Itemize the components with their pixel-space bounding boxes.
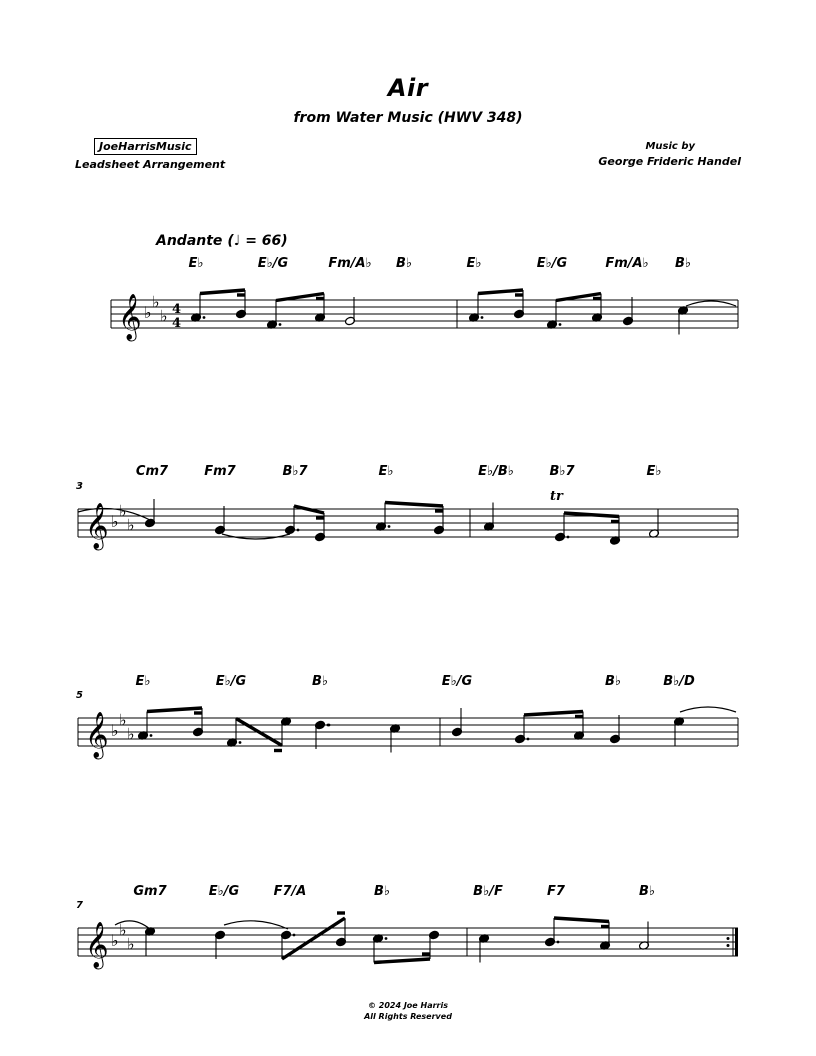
dot	[557, 941, 560, 944]
note-beam	[385, 503, 443, 507]
chord-symbol: Cm7	[135, 464, 169, 479]
chord-symbol: F7	[547, 884, 565, 899]
dot	[567, 536, 570, 539]
note-beam	[478, 290, 523, 294]
treble-clef-icon: 𝄞	[118, 294, 142, 340]
page-title: Air	[387, 74, 429, 102]
chord-symbol: E♭	[378, 464, 394, 479]
dot	[527, 738, 530, 741]
composer-label: George Frideric Handel	[598, 155, 741, 168]
treble-clef-icon: 𝄞	[85, 712, 109, 758]
flat-icon: ♭	[119, 920, 127, 940]
chord-symbol: E♭	[646, 464, 662, 479]
chord-symbol: Fm/A♭	[605, 256, 649, 271]
chord-symbol: B♭/F	[473, 884, 503, 899]
chord-symbol: B♭/D	[663, 674, 695, 689]
flat-icon: ♭	[127, 934, 135, 954]
dot	[239, 741, 242, 744]
chord-symbol: B♭	[311, 674, 329, 689]
chord-symbol: B♭	[638, 884, 656, 899]
tempo-paren-open: (	[227, 233, 234, 249]
time-signature-bottom: 4	[172, 316, 182, 331]
flat-icon: ♭	[119, 501, 127, 521]
tempo-bpm: = 66	[245, 233, 282, 249]
copyright-line: © 2024 Joe Harris	[367, 1001, 448, 1010]
flat-icon: ♭	[111, 512, 119, 531]
flat-icon: ♭	[127, 724, 135, 744]
note-beam	[200, 290, 245, 294]
repeat-dot	[727, 937, 730, 940]
dot	[203, 316, 206, 319]
dot	[279, 323, 282, 326]
chord-symbol: E♭	[135, 674, 151, 689]
trill-ornament: tr	[550, 489, 563, 504]
note-beam	[554, 918, 609, 922]
tie	[680, 707, 736, 712]
dot	[388, 525, 391, 528]
quarter-note-icon: ♩	[233, 233, 241, 249]
dot	[385, 937, 388, 940]
repeat-dot	[727, 944, 730, 947]
chord-symbol: E♭	[188, 256, 204, 271]
final-barline-thick	[735, 928, 738, 956]
chord-symbol: Fm7	[204, 464, 236, 479]
flat-icon: ♭	[152, 292, 160, 312]
chord-symbol: B♭7	[282, 464, 308, 479]
brand-label: JoeHarrisMusic	[94, 138, 197, 155]
copyright-footer	[0, 1000, 816, 1022]
note-beam	[524, 712, 583, 716]
chord-symbol: Gm7	[133, 884, 167, 899]
dot	[293, 934, 296, 937]
tempo-word: Andante	[156, 233, 223, 249]
dot	[328, 724, 331, 727]
chord-symbol: B♭	[604, 674, 622, 689]
flat-icon: ♭	[111, 721, 119, 740]
measure-number: 7	[76, 900, 83, 911]
chord-symbol: E♭/G	[257, 256, 289, 271]
note-beam	[374, 959, 430, 963]
note-beam	[282, 918, 345, 959]
chord-symbol: E♭/G	[536, 256, 568, 271]
treble-clef-icon: 𝄞	[85, 503, 109, 549]
chord-symbol: B♭	[674, 256, 692, 271]
measure-number: 3	[76, 481, 83, 492]
chord-symbol: E♭/G	[215, 674, 247, 689]
dot	[481, 316, 484, 319]
flat-icon: ♭	[119, 710, 127, 730]
rights-line: All Rights Reserved	[364, 1012, 452, 1021]
flat-icon: ♭	[111, 931, 119, 950]
chord-symbol: Fm/A♭	[328, 256, 372, 271]
chord-symbol: B♭7	[549, 464, 575, 479]
chord-symbol: E♭/G	[208, 884, 240, 899]
time-signature-top: 4	[172, 302, 182, 317]
measure-number: 5	[76, 690, 83, 701]
chord-symbol: B♭	[395, 256, 413, 271]
dot	[150, 734, 153, 737]
flat-icon: ♭	[144, 303, 152, 322]
chord-symbol: E♭/B♭	[478, 464, 514, 479]
flat-icon: ♭	[127, 515, 135, 535]
chord-symbol: E♭	[466, 256, 482, 271]
dot	[297, 529, 300, 532]
chord-symbol: F7/A	[273, 884, 307, 899]
tempo-paren-close: )	[281, 233, 288, 249]
page-subtitle: from Water Music (HWV 348)	[293, 110, 523, 126]
dot	[559, 323, 562, 326]
arrangement-label: Leadsheet Arrangement	[75, 158, 226, 171]
flat-icon: ♭	[160, 306, 168, 326]
tie	[686, 301, 736, 306]
chord-symbol: B♭	[373, 884, 391, 899]
music-by-label: Music by	[645, 141, 695, 152]
treble-clef-icon: 𝄞	[85, 922, 109, 968]
chord-symbol: E♭/G	[441, 674, 473, 689]
note-beam	[147, 708, 202, 712]
